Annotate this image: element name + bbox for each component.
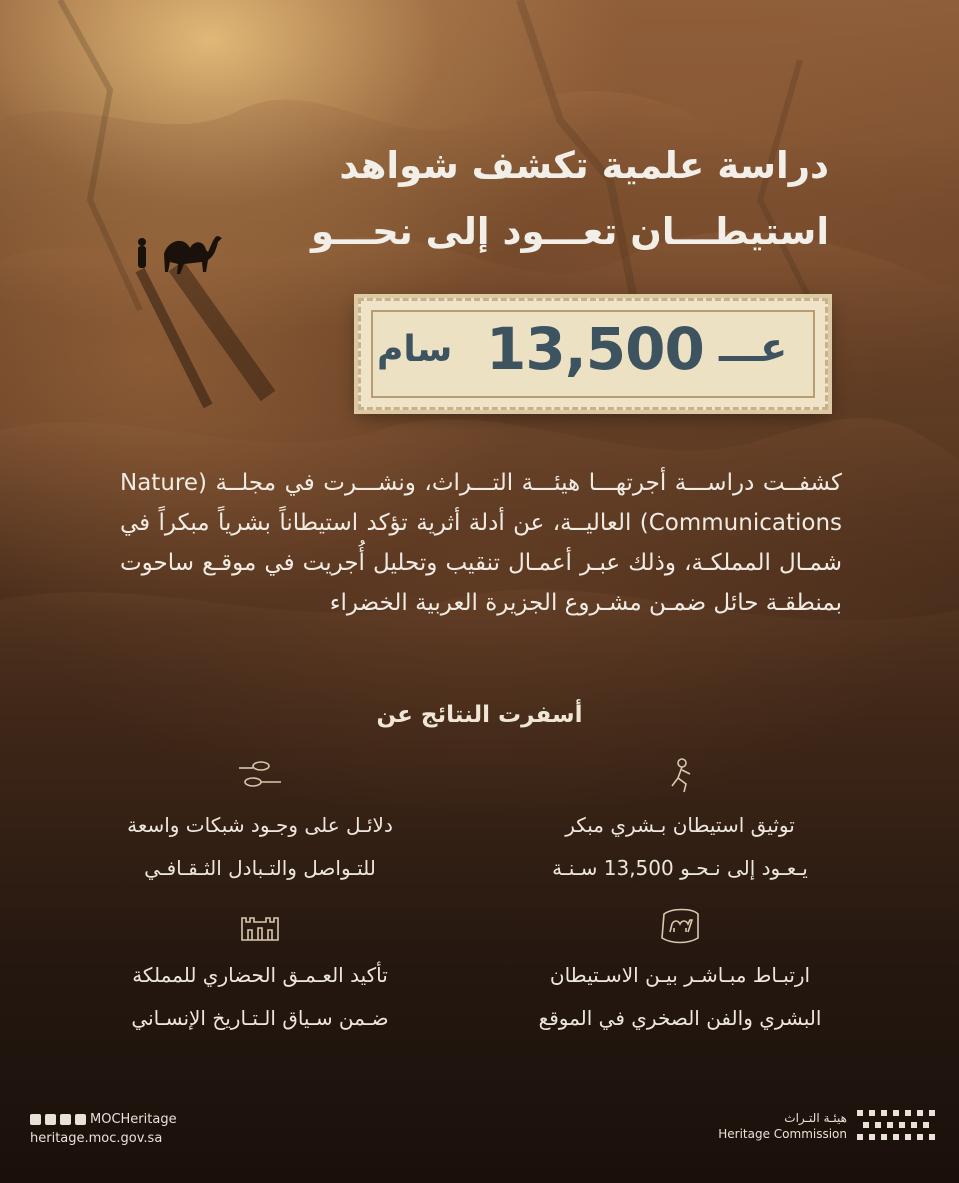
finding-settlement-line-1: توثيق استيطان بـشري مبكر [565, 813, 795, 837]
headline-line-2: استيطـــان تعـــود إلى نحـــو [311, 210, 829, 253]
results-heading: أسفرت النتائج عن [376, 702, 583, 728]
bowls-icon [235, 756, 285, 796]
social-handle[interactable]: MOCHeritage [90, 1112, 177, 1127]
finding-settlement-line-2: يـعـود إلى نـحـو 13,500 سـنـة [552, 856, 808, 880]
stamp-number: 13,500 [486, 315, 704, 383]
footer-contact [30, 1110, 177, 1148]
finding-settlement [500, 756, 860, 890]
social-handles [30, 1110, 177, 1129]
org-name-english: Heritage Commission [718, 1127, 847, 1141]
finding-rock-art [500, 906, 860, 1040]
org-name-arabic: هيئـة التـراث [784, 1111, 847, 1125]
finding-networks-line-1: دلائـل على وجـود شبكات واسعة [127, 813, 393, 837]
stamp-word-prefix: عـــ [719, 325, 788, 371]
finding-rock-art-line-2: البشري والفن الصخري في الموقع [538, 1006, 822, 1030]
heritage-commission-logo [855, 1108, 937, 1144]
tiktok-icon[interactable] [45, 1114, 56, 1125]
snapchat-icon[interactable] [75, 1114, 86, 1125]
finding-civilization-line-1: تأكيد العـمـق الحضاري للمملكة [132, 963, 388, 987]
camel-rock-art-icon [658, 906, 702, 946]
headline-line-1: دراسة علمية تكشف شواهد [339, 144, 829, 187]
finding-rock-art-line-1: ارتبـاط مبـاشـر بيـن الاسـتيطان [549, 963, 811, 987]
finding-networks-line-2: للتـواصل والتـبادل الثـقـافـي [144, 856, 376, 880]
finding-civilization [80, 906, 440, 1040]
heritage-commission-branding [718, 1108, 937, 1144]
fortress-icon [238, 906, 282, 946]
finding-civilization-line-2: ضـمن سـياق الـتـاريخ الإنسـاني [131, 1006, 389, 1030]
finding-networks [80, 756, 440, 890]
stamp-word-years: سام [377, 329, 453, 370]
camel-and-walker-silhouette [128, 226, 288, 416]
x-icon[interactable] [30, 1114, 41, 1125]
youtube-icon[interactable] [60, 1114, 71, 1125]
years-stamp [358, 298, 828, 410]
website-url[interactable]: heritage.moc.gov.sa [30, 1131, 163, 1146]
study-description: كشفــت دراســـة أجرتهـــا هيئـــة التـــراث، ونشـــرت في مجلــة (Nature Communications) العاليــة، عن أدلة أثرية تؤكد استيطاناً بشرياً مبكراً في شمـال المملكـة، وذلك عبـر أعمـال تنقيب وتحليل أُجريت في موقـع ساحوت بمنطقـة حائل ضمـن مشـروع الجزيرة العربية الخضراء [120, 470, 842, 616]
org-names [718, 1110, 847, 1142]
human-figure-icon [660, 756, 700, 796]
